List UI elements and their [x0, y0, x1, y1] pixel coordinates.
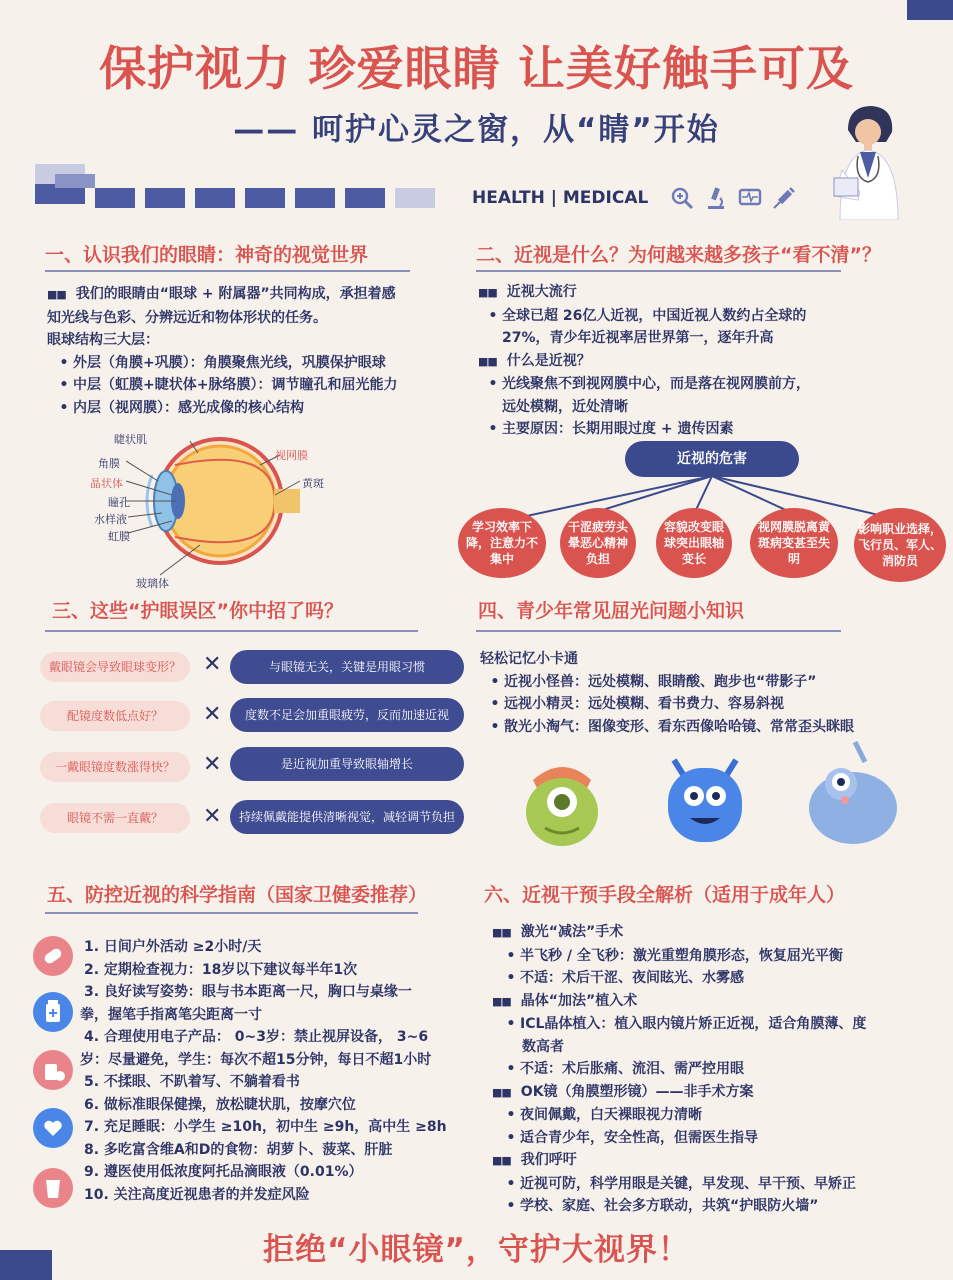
search-icon: [670, 186, 694, 210]
section-1-divider: [45, 270, 410, 272]
astigmatism-monster-illustration: [795, 738, 910, 848]
myth-item: 配镜度数低点好？: [40, 701, 190, 731]
list-item: • 中层（虹膜+睫状体+脉络膜）：调节瞳孔和屈光能力: [47, 374, 467, 397]
square-bullet-icon: ■■: [492, 1085, 511, 1099]
section-2-body: ■■ 近视大流行 • 全球已超 26亿人近视，中国近视人数约占全球的 27%，青少年近视率居世界第一，逐年升高 ■■ 什么是近视？ • 光线聚焦不到视网膜中心，而是落在视网膜前方， 远处模糊，近处清晰 • 主要原因：长期用眼过度 + 遗传因素: [478, 281, 918, 441]
myth-item: 戴眼镜会导致眼球变形？: [40, 652, 190, 682]
hyperopia-monster-illustration: [660, 740, 750, 850]
cross-icon: ✕: [203, 752, 222, 777]
harm-bubble: 容貌改变眼球突出眼轴变长: [656, 508, 732, 578]
myopia-monster-illustration: [515, 750, 610, 850]
section-5-body: 1. 日间户外活动 ≥2小时/天 2. 定期检查视力：18岁以下建议每半年1次 3. 良好读写姿势：眼与书本距离一尺，胸口与桌缘一 拳，握笔手指离笔尖距离一寸 4. 合理使用电子产品： 0~3岁：禁止视屏设备， 3~6 岁：尽量避免，学生：每次不超15分钟，每日不超1小时 5. 不揉眼、不趴着写、不躺着看书 6. 做标准眼保健操，放松睫状肌，按摩穴位 7. 充足睡眠：小学生 ≥10h，初中生 ≥9h，高中生 ≥8h 8. 多吃富含维A和D的食物：胡萝卜、菠菜、肝脏 9. 遵医使用低浓度阿托品滴眼液（0.01%） 10. 关注高度近视患者的并发症风险: [80, 939, 447, 1203]
square-bullet-icon: ■■: [492, 994, 511, 1008]
health-medical-tag: HEALTH | MEDICAL: [472, 188, 649, 208]
monitor-icon: [738, 186, 762, 210]
list-item: • 散光小淘气：图像变形、看东西像哈哈镜、常常歪头眯眼: [480, 716, 940, 739]
fact-item: 持续佩戴能提供清晰视觉，减轻调节负担: [230, 800, 464, 834]
square-bullet-icon: ■■: [47, 288, 66, 301]
harm-bubble: 影响职业选择，飞行员、军人、消防员: [854, 508, 946, 582]
label-iris: 虹膜: [108, 530, 130, 543]
harm-bubble: 干涩疲劳头晕恶心精神负担: [560, 508, 636, 578]
section-4-body: 轻松记忆小卡通 • 近视小怪兽：远处模糊、眼睛酸、跑步也“带影子” • 远视小精灵：远处模糊、看书费力、容易斜视 • 散光小淘气：图像变形、看东西像哈哈镜、常常歪头眯眼: [480, 648, 940, 738]
square-bullet-icon: ■■: [478, 286, 497, 299]
eye-anatomy-diagram: [80, 425, 440, 595]
label-pupil: 瞳孔: [108, 496, 130, 509]
medicine-cup-icon: [33, 1168, 73, 1208]
label-macula: 黄斑: [302, 477, 324, 490]
syringe-icon: [772, 186, 796, 210]
label-retina: 视网膜: [275, 449, 308, 462]
label-aqueous: 水样液: [94, 513, 127, 526]
square-bullet-icon: ■■: [492, 926, 511, 939]
fact-item: 是近视加重导致眼轴增长: [230, 747, 464, 781]
mindmap-center: 近视的危害: [625, 441, 799, 477]
label-cornea: 角膜: [98, 457, 120, 470]
section-6-body: ■■ 激光“减法”手术 • 半飞秒 / 全飞秒：激光重塑角膜形态，恢复屈光平衡 • 不适：术后干涩、夜间眩光、水雾感 ■■ 晶体“加法”植入术 • ICL晶体植入：植入眼内镜片矫正近视，适合角膜薄、度 数高者 • 不适：术后胀痛、流泪、需严控用眼 ■■ OK镜（角膜塑形镜）——非手术方案 • 夜间佩戴，白天裸眼视力清晰 • 适合青少年，安全性高，但需医生指导 ■■ 我们呼吁 • 近视可防，科学用眼是关键，早发现、早干预、早矫正 • 学校、家庭、社会多方联动，共筑“护眼防火墙”: [492, 921, 932, 1218]
section-2-divider: [476, 270, 841, 272]
cross-icon: ✕: [203, 702, 222, 727]
section-5-title: 五、防控近视的科学指南（国家卫健委推荐）: [47, 884, 428, 906]
fact-item: 与眼镜无关，关键是用眼习惯: [230, 650, 464, 684]
section-3-title: 三、这些“护眼误区”你中招了吗？: [52, 600, 343, 622]
pill-bottle-icon: [33, 1050, 73, 1090]
square-bullet-icon: ■■: [478, 354, 497, 368]
label-vitreous: 玻璃体: [136, 577, 169, 590]
stripe-decoration: [35, 164, 460, 212]
label-ciliary: 睫状肌: [114, 433, 147, 446]
myth-item: 眼镜不需一直戴？: [40, 803, 190, 833]
list-item: • 远视小精灵：远处模糊、看书费力、容易斜视: [480, 693, 940, 716]
list-item: • 外层（角膜+巩膜）：角膜聚焦光线，巩膜保护眼球: [47, 352, 467, 375]
microscope-icon: [704, 186, 728, 210]
section-5-divider: [45, 912, 418, 914]
cross-icon: ✕: [203, 804, 222, 829]
harm-bubble: 学习效率下降，注意力不集中: [458, 508, 546, 578]
section-3-divider: [45, 630, 418, 632]
section-6-title: 六、近视干预手段全解析（适用于成年人）: [484, 884, 846, 906]
doctor-illustration: [820, 100, 910, 220]
myth-item: 一戴眼镜度数涨得快？: [40, 752, 190, 782]
section-4-divider: [476, 630, 841, 632]
list-item: • 内层（视网膜）：感光成像的核心结构: [47, 397, 467, 420]
section-1-title: 一、认识我们的眼睛：神奇的视觉世界: [45, 244, 369, 266]
page-title: 保护视力 珍爱眼睛 让美好触手可及: [99, 42, 854, 97]
corner-decoration: [907, 0, 953, 20]
pill-icon: [33, 936, 73, 976]
heart-hands-icon: [33, 1108, 73, 1148]
label-lens: 晶状体: [90, 477, 123, 490]
footer-slogan: 拒绝“小眼镜”，守护大视界！: [263, 1232, 690, 1268]
cross-icon: ✕: [203, 652, 222, 677]
section-4-title: 四、青少年常见屈光问题小知识: [478, 600, 745, 622]
square-bullet-icon: ■■: [492, 1154, 511, 1167]
medicine-bottle-icon: [33, 992, 73, 1032]
header-icons: [670, 186, 796, 210]
page-subtitle: —— 呵护心灵之窗，从“睛”开始: [233, 112, 720, 148]
fact-item: 度数不足会加重眼疲劳，反而加速近视: [230, 698, 464, 732]
harm-bubble: 视网膜脱离黄斑病变甚至失明: [750, 508, 838, 578]
section-2-title: 二、近视是什么？为何越来越多孩子“看不清”？: [476, 244, 881, 266]
list-item: • 近视小怪兽：远处模糊、眼睛酸、跑步也“带影子”: [480, 671, 940, 694]
section-1-body: ■■ 我们的眼睛由“眼球 + 附属器”共同构成，承担着感 知光线与色彩、分辨远近和物体形状的任务。 眼球结构三大层： • 外层（角膜+巩膜）：角膜聚焦光线，巩膜保护眼球 • 中层（虹膜+睫状体+脉络膜）：调节瞳孔和屈光能力 • 内层（视网膜）：感光成像的核心结构: [47, 283, 467, 419]
